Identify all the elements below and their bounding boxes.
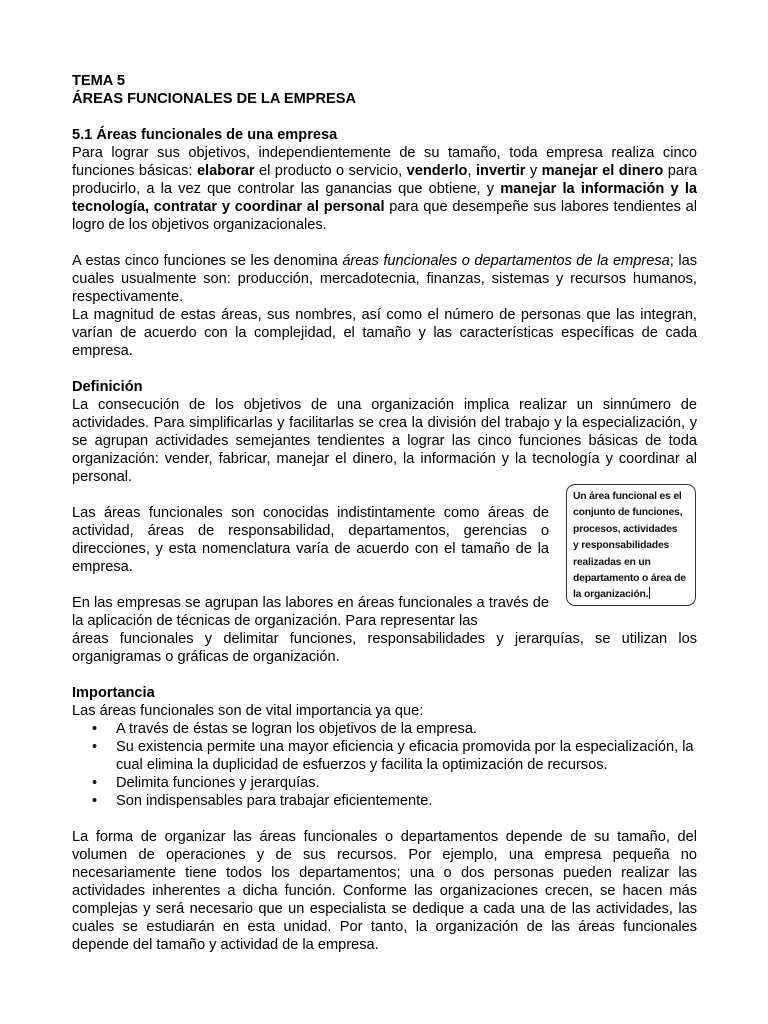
importancia-list: [72, 720, 697, 810]
callout-line: y responsabilidades: [573, 540, 670, 552]
section-5-1-title: 5.1 Áreas funcionales de una empresa: [72, 127, 338, 143]
callout-line: procesos, actividades: [573, 523, 678, 535]
section-5-1-paragraph-1: Para lograr sus objetivos, independientemente de su tamaño, toda empresa realiza cinco funciones básicas: elaborar el producto o servicio, venderlo, invertir y manejar el dinero para producirlo, a la vez que controlar las ganancias que obtiene, y manejar la información y la tecnología, contratar y coordinar al personal para que desempeñe sus labores tendientes al logro de los objetivos organizacionales.: [72, 145, 697, 233]
tema-label: TEMA 5: [72, 73, 125, 89]
importancia-intro: Las áreas funcionales son de vital importancia ya que:: [72, 703, 424, 719]
callout-line: Un área funcional es el: [573, 491, 682, 502]
definicion-paragraph-3b: áreas funcionales y delimitar funciones, responsabilidades y jerarquías, se utilizan los organigramas o gráficas de organización.: [72, 631, 697, 665]
list-item: • Son indispensables para trabajar eficientemente.: [116, 792, 697, 810]
section-5-1-paragraph-3: La magnitud de estas áreas, sus nombres, así como el número de personas que las integran, varían de acuerdo con la complejidad, el tamaño y las características específicas de cada empresa.: [72, 307, 697, 359]
list-item: • Delimita funciones y jerarquías.: [116, 774, 697, 792]
callout-line: departamento o área de: [573, 573, 686, 585]
definicion-paragraph-2: Las áreas funcionales son conocidas indistintamente como áreas de actividad, áreas de responsabilidad, departamentos, gerencias o direcciones, y esta nomenclatura varía de acuerdo con el tamaño de la empresa.: [72, 505, 549, 575]
definicion-title: Definición: [72, 379, 143, 395]
definition-callout-box: [566, 484, 696, 606]
list-item: • Su existencia permite una mayor eficiencia y eficacia promovida por la especialización, la cual elimina la duplicidad de esfuerzos y facilita la optimización de recursos.: [116, 738, 697, 774]
importancia-title: Importancia: [72, 685, 155, 701]
definicion-paragraph-3a: En las empresas se agrupan las labores en áreas funcionales a través de la aplicación de técnicas de organización. Para representar las: [72, 595, 549, 629]
callout-line: conjunto de funciones,: [573, 507, 683, 519]
document-title: ÁREAS FUNCIONALES DE LA EMPRESA: [72, 91, 357, 107]
definicion-paragraph-1: La consecución de los objetivos de una organización implica realizar un sinnúmero de actividades. Para simplificarlas y facilitarlas se crea la división del trabajo y la especialización, y se agrupan actividades semejantes tendientes a lograr las cinco funciones básicas de toda organización: vender, fabricar, manejar el dinero, la información y la tecnología y coordinar al personal.: [72, 397, 697, 485]
callout-line: realizadas en un: [573, 556, 651, 568]
callout-line: la organización.: [573, 589, 649, 601]
importancia-closing-paragraph: La forma de organizar las áreas funcionales o departamentos depende de su tamaño, del volumen de operaciones y de sus recursos. Por ejemplo, una empresa pequeña no necesariamente tiene todos los departamentos; una o dos personas pueden realizar las actividades inherentes a dicha función. Conforme las organizaciones crecen, se hacen más complejas y será necesario que un especialista se dedique a cada una de las actividades, las cuales se estudiarán en esta unidad. Por tanto, la organización de las áreas funcionales depende del tamaño y actividad de la empresa.: [72, 829, 697, 953]
list-item: • A través de éstas se logran los objetivos de la empresa.: [116, 720, 697, 738]
text-cursor: [649, 587, 650, 599]
section-5-1-paragraph-2: A estas cinco funciones se les denomina áreas funcionales o departamentos de la empresa; las cuales usualmente son: producción, mercadotecnia, finanzas, sistemas y recursos humanos, respectivamente.: [72, 253, 698, 305]
